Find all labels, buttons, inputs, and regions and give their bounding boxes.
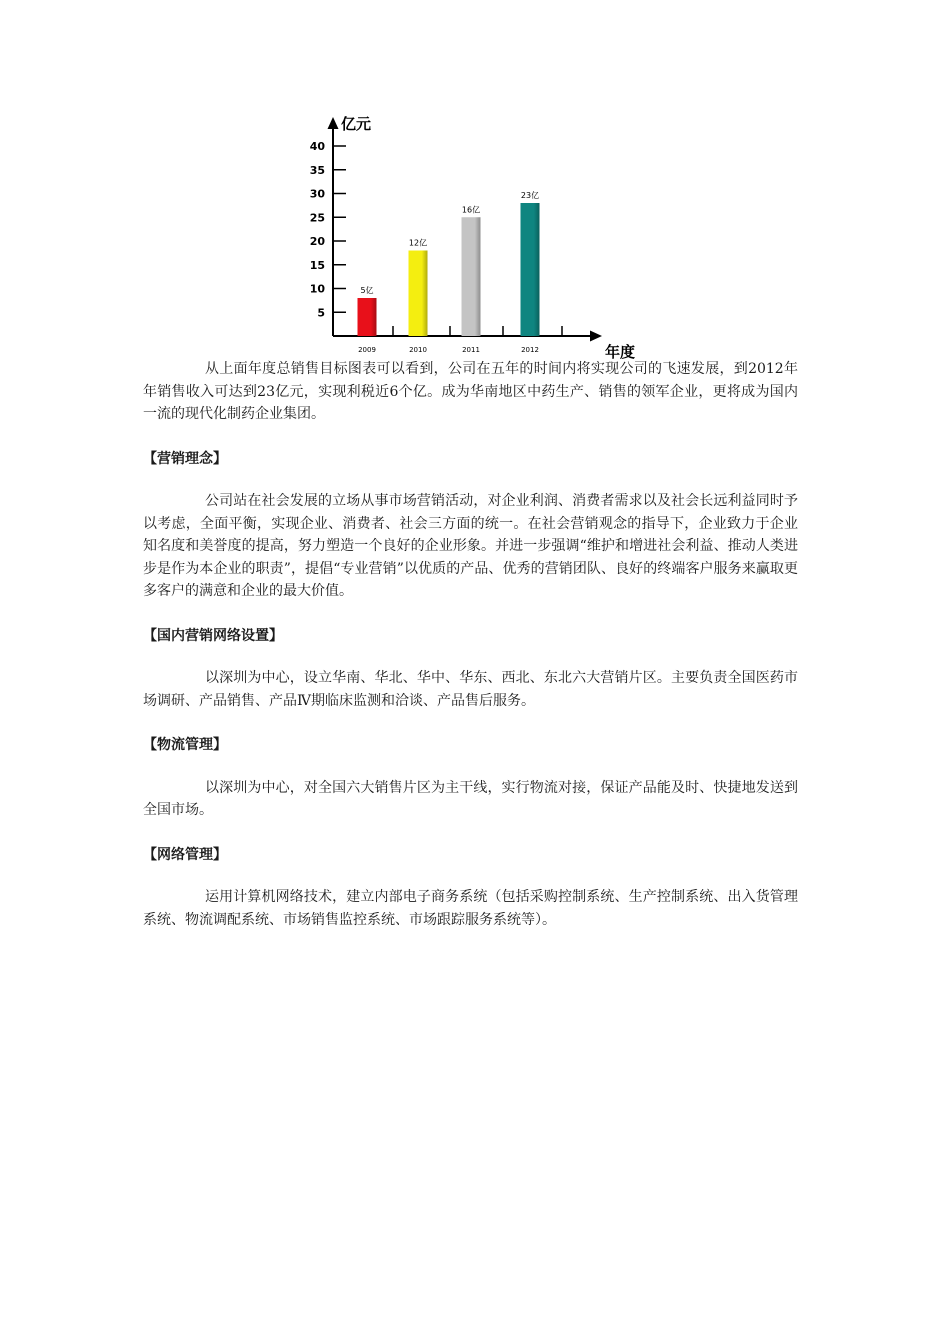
bar-data-label: 12亿	[408, 238, 428, 248]
y-axis-title: 亿元	[341, 115, 372, 133]
section-heading-network-management: 【网络管理】	[143, 846, 227, 863]
y-tick-label: 35	[309, 163, 325, 177]
bar-shading	[358, 298, 377, 336]
y-tick-label: 40	[309, 140, 325, 153]
y-tick-label: 5	[317, 306, 325, 320]
section-body-domestic-network: 以深圳为中心，设立华南、华北、华中、华东、西北、东北六大营销片区。主要负责全国医药市场调研、产品销售、产品Ⅳ期临床监测和洽谈、产品售后服务。	[143, 670, 798, 709]
bars	[358, 190, 540, 354]
section-body-marketing-concept: 公司站在社会发展的立场从事市场营销活动，对企业利润、消费者需求以及社会长远利益同时予以考虑，全面平衡，实现企业、消费者、社会三方面的统一。在社会营销观念的指导下，企业致力于企业知名度和美誉度的提高，努力塑造一个良好的企业形象。并进一步强调“维护和增进社会利益、推动人类进步是作为本企业的职责”，提倡“专业营销”以优质的产品、优秀的营销团队、良好的终端客户服务来赢取更多客户的满意和企业的最大价值。	[143, 493, 798, 599]
bar-data-label: 16亿	[461, 205, 481, 215]
document-body	[143, 358, 798, 931]
chart-svg	[300, 105, 650, 360]
bar-shading	[409, 251, 428, 337]
annual-sales-chart	[300, 105, 650, 360]
y-tick-label: 15	[309, 258, 325, 272]
section-heading-domestic-network: 【国内营销网络设置】	[143, 627, 283, 644]
y-ticks	[310, 140, 346, 319]
x-category-label: 2009	[358, 346, 376, 354]
y-axis-arrow	[328, 117, 339, 129]
x-axis-title: 年度	[605, 343, 636, 360]
y-tick-label: 20	[309, 235, 325, 248]
y-tick-label: 10	[309, 282, 325, 296]
bar-shading	[521, 203, 540, 336]
bar-data-label: 23亿	[520, 191, 540, 200]
y-tick-label: 30	[309, 187, 325, 201]
x-category-label: 2012	[521, 346, 539, 354]
intro-paragraph: 从上面年度总销售目标图表可以看到，公司在五年的时间内将实现公司的飞速发展，到2012年年销售收入可达到23亿元，实现利税近6个亿。成为华南地区中药生产、销售的领军企业，更将成为国内一流的现代化制药企业集团。	[143, 361, 798, 422]
y-tick-label: 25	[309, 211, 325, 225]
section-heading-marketing-concept: 【营销理念】	[143, 450, 227, 467]
x-category-label: 2010	[409, 346, 427, 354]
section-heading-logistics: 【物流管理】	[143, 737, 227, 753]
section-body-logistics: 以深圳为中心，对全国六大销售片区为主干线，实行物流对接，保证产品能及时、快捷地发送到全国市场。	[143, 779, 798, 818]
x-category-label: 2011	[462, 346, 480, 354]
x-axis-arrow	[590, 331, 602, 342]
section-body-network-management: 运用计算机网络技术，建立内部电子商务系统（包括采购控制系统、生产控制系统、出入货管理系统、物流调配系统、市场销售监控系统、市场跟踪服务系统等）。	[143, 889, 798, 928]
bar-shading	[462, 217, 481, 336]
bar-data-label: 5亿	[360, 286, 374, 295]
